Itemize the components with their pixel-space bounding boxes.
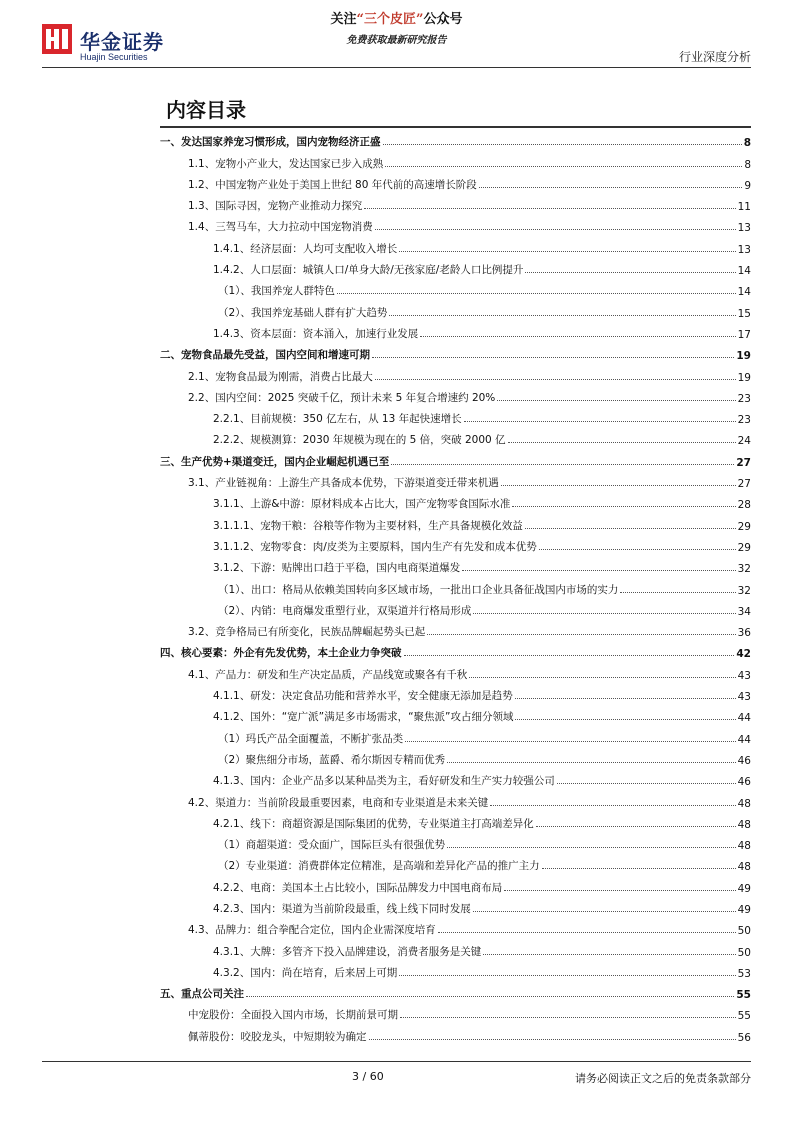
toc-entry[interactable] bbox=[160, 320, 751, 341]
toc-dot-leader bbox=[473, 911, 736, 912]
toc-entry-page: 53 bbox=[737, 967, 751, 980]
toc-entry-title: （2）聚焦细分市场，蓝爵、希尔斯因专精而优秀 bbox=[218, 753, 446, 766]
toc-dot-leader bbox=[539, 549, 736, 550]
promo-subline: 免费获取最新研究报告 bbox=[346, 35, 447, 46]
toc-entry-page: 32 bbox=[737, 584, 751, 597]
toc-dot-leader bbox=[512, 506, 735, 507]
toc-entry-title: 二、宠物食品最先受益，国内空间和增速可期 bbox=[160, 349, 370, 362]
toc-entry-page: 55 bbox=[736, 989, 751, 1002]
toc-entry-page: 14 bbox=[737, 265, 751, 278]
toc-entry[interactable] bbox=[160, 937, 751, 958]
toc-entry-title: 4.2.1、线下：商超资源是国际集团的优势，专业渠道主打高端差异化 bbox=[213, 817, 534, 830]
toc-dot-leader bbox=[462, 570, 735, 571]
toc-entry-page: 15 bbox=[737, 307, 751, 320]
toc-dot-leader bbox=[490, 805, 735, 806]
toc-entry-title: 2.2.1、目前规模：350 亿左右，从 13 年起快速增长 bbox=[213, 413, 462, 426]
toc-dot-leader bbox=[469, 677, 735, 678]
toc-entry-title: （2）、内销：电商爆发重塑行业，双渠道并行格局形成 bbox=[218, 604, 472, 617]
toc-entry-title: 4.1、产品力：研发和生产决定品质，产品线宽或聚各有千秋 bbox=[188, 668, 468, 681]
toc-dot-leader bbox=[364, 208, 735, 209]
toc-entry[interactable] bbox=[160, 831, 751, 852]
toc-entry-title: （2）、我国养宠基础人群有扩大趋势 bbox=[218, 306, 388, 319]
toc-entry-page: 29 bbox=[737, 541, 751, 554]
header-divider bbox=[42, 67, 751, 68]
toc-entry-title: 1.2、中国宠物产业处于美国上世纪 80 年代前的高速增长阶段 bbox=[188, 178, 477, 191]
toc-dot-leader bbox=[501, 485, 736, 486]
toc-dot-leader bbox=[391, 464, 734, 465]
toc-entry-page: 46 bbox=[737, 776, 751, 789]
toc-entry[interactable] bbox=[160, 959, 751, 980]
toc-entry-title: 4.3、品牌力：组合拳配合定位，国内企业需深度培育 bbox=[188, 924, 436, 937]
toc-entry[interactable] bbox=[160, 724, 751, 745]
toc-entry[interactable] bbox=[160, 895, 751, 916]
report-type: 行业深度分析 bbox=[678, 50, 751, 64]
toc-entry[interactable] bbox=[160, 916, 751, 937]
toc-entry-page: 36 bbox=[737, 627, 751, 640]
toc-dot-leader bbox=[525, 272, 735, 273]
toc-entry[interactable] bbox=[160, 873, 751, 894]
toc-entry[interactable] bbox=[160, 980, 751, 1001]
toc-entry[interactable] bbox=[160, 171, 751, 192]
toc-dot-leader bbox=[383, 144, 742, 145]
toc-dot-leader bbox=[405, 741, 735, 742]
toc-entry-page: 17 bbox=[737, 328, 751, 341]
toc-dot-leader bbox=[473, 613, 735, 614]
toc-entry[interactable] bbox=[160, 852, 751, 873]
toc-entry[interactable] bbox=[160, 384, 751, 405]
toc-dot-leader bbox=[508, 442, 736, 443]
toc-entry-page: 27 bbox=[736, 456, 751, 469]
toc-dot-leader bbox=[525, 528, 736, 529]
logo-chinese-name: 华金证券 bbox=[80, 30, 164, 54]
toc-entry-page: 44 bbox=[737, 733, 751, 746]
toc-entry-title: 1.1、宠物小产业大，发达国家已步入成熟 bbox=[188, 157, 384, 170]
toc-entry-page: 8 bbox=[744, 158, 751, 171]
toc-entry-title: （1）玛氏产品全面覆盖，不断扩张品类 bbox=[218, 732, 404, 745]
toc-entry-title: 4.2.3、国内：渠道为当前阶段最重，线上线下同时发展 bbox=[213, 902, 471, 915]
toc-dot-leader bbox=[515, 698, 736, 699]
toc-dot-leader bbox=[515, 719, 735, 720]
toc-entry-page: 28 bbox=[737, 499, 751, 512]
toc-entry-title: 1.4、三驾马车，大力拉动中国宠物消费 bbox=[188, 221, 373, 234]
toc-entry-title: 中宠股份：全面投入国内市场，长期前景可期 bbox=[188, 1009, 398, 1022]
toc-entry-page: 13 bbox=[737, 222, 751, 235]
toc-entry[interactable] bbox=[160, 341, 751, 362]
toc-entry-page: 43 bbox=[737, 669, 751, 682]
toc-entry-page: 49 bbox=[737, 882, 751, 895]
toc-entry[interactable] bbox=[160, 192, 751, 213]
toc-entry[interactable] bbox=[160, 660, 751, 681]
toc-entry[interactable] bbox=[160, 469, 751, 490]
toc-dot-leader bbox=[389, 315, 735, 316]
toc-dot-leader bbox=[536, 826, 736, 827]
toc-entry-page: 23 bbox=[737, 414, 751, 427]
toc-entry-title: 2.1、宠物食品最为刚需，消费占比最大 bbox=[188, 370, 373, 383]
toc-entry-page: 48 bbox=[737, 861, 751, 874]
toc-entry-page: 27 bbox=[737, 478, 751, 491]
toc-entry[interactable] bbox=[160, 149, 751, 170]
toc-dot-leader bbox=[337, 293, 736, 294]
toc-entry[interactable] bbox=[160, 703, 751, 724]
page-number: 3 / 60 bbox=[352, 1070, 384, 1083]
toc-entry-title: 一、发达国家养宠习惯形成，国内宠物经济正盛 bbox=[160, 136, 381, 149]
toc-entry-page: 8 bbox=[743, 137, 751, 150]
toc-entry-title: 五、重点公司关注 bbox=[160, 988, 244, 1001]
toc-title: 内容目录 bbox=[166, 98, 246, 122]
toc-dot-leader bbox=[372, 357, 734, 358]
disclaimer-note: 请务必阅读正文之后的免责条款部分 bbox=[575, 1072, 751, 1085]
toc-entry[interactable] bbox=[160, 511, 751, 532]
toc-entry[interactable] bbox=[160, 256, 751, 277]
toc-entry-page: 24 bbox=[737, 435, 751, 448]
toc-entry[interactable] bbox=[160, 234, 751, 255]
logo-english-name: Huajin Securities bbox=[80, 52, 148, 62]
toc-dot-leader bbox=[375, 379, 736, 380]
toc-entry-page: 19 bbox=[736, 350, 751, 363]
toc-entry-page: 11 bbox=[737, 201, 751, 214]
toc-entry[interactable] bbox=[160, 533, 751, 554]
toc-entry-title: 1.4.2、人口层面：城镇人口/单身大龄/无孩家庭/老龄人口比例提升 bbox=[213, 264, 524, 277]
toc-entry[interactable] bbox=[160, 682, 751, 703]
toc-entry-page: 48 bbox=[737, 840, 751, 853]
toc-entry-page: 29 bbox=[737, 520, 751, 533]
toc-dot-leader bbox=[438, 932, 736, 933]
toc-entry-title: 3.1、产业链视角：上游生产具备成本优势，下游渠道变迁带来机遇 bbox=[188, 477, 499, 490]
toc-entry-title: 1.4.3、资本层面：资本涌入，加速行业发展 bbox=[213, 327, 419, 340]
toc-entry-title: （1）商超渠道：受众面广，国际巨头有很强优势 bbox=[218, 839, 446, 852]
toc-entry[interactable] bbox=[160, 575, 751, 596]
toc-entry[interactable] bbox=[160, 490, 751, 511]
toc-dot-leader bbox=[427, 634, 735, 635]
toc-entry-title: 佩蒂股份：咬胶龙头，中短期较为确定 bbox=[188, 1030, 367, 1043]
toc-dot-leader bbox=[375, 229, 736, 230]
toc-dot-leader bbox=[504, 890, 735, 891]
toc-dot-leader bbox=[399, 975, 735, 976]
toc-dot-leader bbox=[464, 421, 736, 422]
toc-dot-leader bbox=[447, 847, 735, 848]
toc-entry[interactable] bbox=[160, 618, 751, 639]
toc-entry-page: 9 bbox=[744, 179, 751, 192]
toc-entry[interactable] bbox=[160, 554, 751, 575]
toc-entry[interactable] bbox=[160, 597, 751, 618]
toc-entry-title: 3.2、竞争格局已有所变化，民族品牌崛起势头已起 bbox=[188, 626, 426, 639]
toc-entry[interactable] bbox=[160, 128, 751, 149]
promo-banner bbox=[0, 8, 793, 46]
toc-entry-page: 56 bbox=[737, 1031, 751, 1044]
toc-dot-leader bbox=[497, 400, 735, 401]
toc-entry-page: 49 bbox=[737, 903, 751, 916]
toc-entry-title: 4.3.1、大牌：多管齐下投入品牌建设，消费者服务是关键 bbox=[213, 945, 482, 958]
toc-entry[interactable] bbox=[160, 1001, 751, 1022]
toc-entry-page: 32 bbox=[737, 563, 751, 576]
table-of-contents bbox=[160, 128, 751, 1044]
toc-entry-title: 四、核心要素：外企有先发优势，本土企业力争突破 bbox=[160, 647, 402, 660]
toc-entry-page: 50 bbox=[737, 925, 751, 938]
toc-entry-title: 4.1.3、国内：企业产品多以某种品类为主，看好研发和生产实力较强公司 bbox=[213, 775, 555, 788]
toc-entry-page: 23 bbox=[737, 392, 751, 405]
promo-highlight: “三个皮匠” bbox=[356, 12, 424, 27]
toc-entry-title: 4.2.2、电商：美国本土占比较小，国际品牌发力中国电商布局 bbox=[213, 881, 503, 894]
toc-entry-title: （1）、出口：格局从依赖美国转向多区域市场，一批出口企业具备征战国内市场的实力 bbox=[218, 583, 619, 596]
toc-entry[interactable] bbox=[160, 362, 751, 383]
toc-dot-leader bbox=[483, 954, 735, 955]
toc-entry-title: 3.1.1、上游&中游：原材料成本占比大，国产宠物零食国际水准 bbox=[213, 498, 511, 511]
toc-entry-title: 3.1.2、下游：贴牌出口趋于平稳，国内电商渠道爆发 bbox=[213, 562, 461, 575]
toc-entry-page: 44 bbox=[737, 712, 751, 725]
toc-entry[interactable] bbox=[160, 767, 751, 788]
toc-dot-leader bbox=[369, 1039, 736, 1040]
toc-dot-leader bbox=[557, 783, 736, 784]
toc-entry-page: 46 bbox=[737, 754, 751, 767]
toc-dot-leader bbox=[385, 166, 742, 167]
toc-entry-title: 1.4.1、经济层面：人均可支配收入增长 bbox=[213, 242, 398, 255]
toc-dot-leader bbox=[404, 655, 735, 656]
toc-entry-title: 1.3、国际寻因，宠物产业推动力探究 bbox=[188, 200, 363, 213]
toc-entry-title: 3.1.1.2、宠物零食：肉/皮类为主要原料，国内生产有先发和成本优势 bbox=[213, 540, 537, 553]
toc-entry-page: 48 bbox=[737, 797, 751, 810]
toc-entry-page: 43 bbox=[737, 691, 751, 704]
toc-entry-title: 2.2、国内空间：2025 突破千亿，预计未来 5 年复合增速约 20% bbox=[188, 391, 496, 404]
toc-entry-page: 34 bbox=[737, 605, 751, 618]
toc-entry-title: 4.3.2、国内：尚在培育，后来居上可期 bbox=[213, 966, 398, 979]
toc-dot-leader bbox=[447, 762, 735, 763]
toc-entry[interactable] bbox=[160, 1022, 751, 1043]
promo-suffix: 公众号 bbox=[423, 12, 463, 27]
toc-entry-page: 55 bbox=[737, 1010, 751, 1023]
toc-entry-title: 4.2、渠道力：当前阶段最重要因素，电商和专业渠道是未来关键 bbox=[188, 796, 489, 809]
toc-entry-title: （2）专业渠道：消费群体定位精准，是高端和差异化产品的推广主力 bbox=[218, 860, 540, 873]
toc-entry[interactable] bbox=[160, 746, 751, 767]
toc-dot-leader bbox=[399, 251, 735, 252]
toc-dot-leader bbox=[479, 187, 743, 188]
toc-entry-title: 三、生产优势+渠道变迁，国内企业崛起机遇已至 bbox=[160, 455, 390, 468]
toc-entry[interactable] bbox=[160, 639, 751, 660]
promo-prefix: 关注 bbox=[330, 12, 357, 27]
toc-entry[interactable] bbox=[160, 277, 751, 298]
toc-entry[interactable] bbox=[160, 810, 751, 831]
toc-entry-title: 4.1.2、国外：“宽广派”满足多市场需求，“聚焦派”攻占细分领域 bbox=[213, 711, 514, 724]
toc-entry[interactable] bbox=[160, 405, 751, 426]
toc-entry[interactable] bbox=[160, 298, 751, 319]
toc-entry[interactable] bbox=[160, 447, 751, 468]
toc-entry-page: 42 bbox=[736, 648, 751, 661]
toc-entry-title: 4.1.1、研发：决定食品功能和营养水平，安全健康无添加是趋势 bbox=[213, 690, 513, 703]
toc-dot-leader bbox=[400, 1017, 736, 1018]
toc-entry-page: 19 bbox=[737, 371, 751, 384]
toc-entry[interactable] bbox=[160, 788, 751, 809]
toc-entry-page: 48 bbox=[737, 818, 751, 831]
toc-entry-title: （1）、我国养宠人群特色 bbox=[218, 285, 335, 298]
toc-entry-page: 13 bbox=[737, 243, 751, 256]
toc-dot-leader bbox=[420, 336, 735, 337]
toc-entry-page: 14 bbox=[737, 286, 751, 299]
toc-entry[interactable] bbox=[160, 213, 751, 234]
toc-dot-leader bbox=[620, 592, 735, 593]
footer-divider bbox=[42, 1061, 751, 1062]
toc-dot-leader bbox=[246, 996, 734, 997]
toc-entry-title: 2.2.2、规模测算：2030 年规模为现在的 5 倍，突破 2000 亿 bbox=[213, 434, 506, 447]
toc-entry[interactable] bbox=[160, 426, 751, 447]
toc-dot-leader bbox=[542, 868, 736, 869]
toc-entry-page: 50 bbox=[737, 946, 751, 959]
toc-entry-title: 3.1.1.1、宠物干粮：谷粮等作物为主要材料，生产具备规模化效益 bbox=[213, 519, 523, 532]
